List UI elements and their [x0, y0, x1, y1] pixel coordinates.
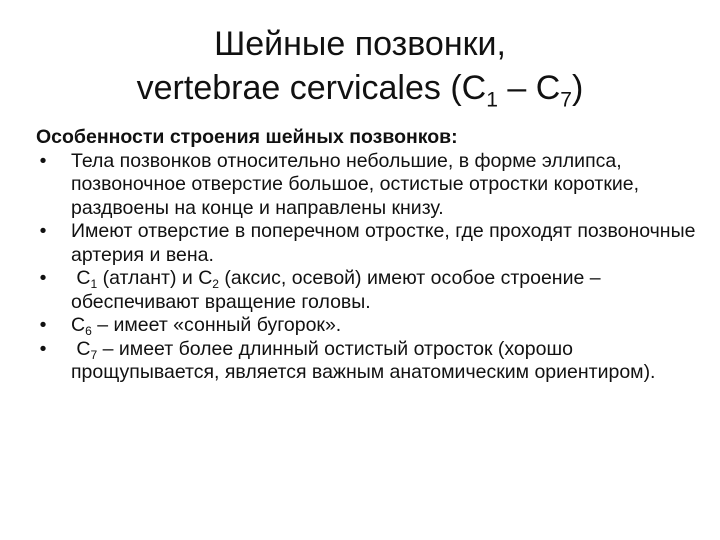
title-line-1: Шейные позвонки,	[214, 25, 506, 63]
features-list	[36, 150, 698, 385]
title-line-2	[0, 66, 720, 110]
bullet-icon: •	[39, 149, 47, 172]
section-heading: Особенности строения шейных позвонков:	[36, 126, 458, 148]
bullet-icon: •	[39, 337, 47, 360]
item-text-suffix: – имеет более длинный остистый отросток (хорошо прощупывается, является важным анатомическим ориентиром).	[71, 337, 656, 383]
item-text-suffix: – имеет «сонный бугорок».	[91, 314, 342, 336]
item-text-prefix: С	[71, 337, 91, 360]
title-dash: – C	[497, 69, 561, 107]
title-subscript-7: 7	[560, 88, 573, 112]
item-text-middle: (атлант) и С	[97, 267, 213, 289]
bullet-icon: •	[39, 220, 47, 242]
bullet-icon: •	[39, 314, 47, 336]
item-subscript: 6	[85, 324, 92, 339]
slide-body	[36, 126, 698, 385]
item-subscript: 2	[212, 277, 219, 292]
list-item-atlas-axis	[36, 267, 698, 314]
list-item-transverse-foramen	[36, 220, 698, 267]
item-text: Имеют отверстие в поперечном отростке, где проходят позвоночные артерия и вена.	[71, 220, 696, 266]
list-item-c7	[36, 338, 698, 385]
item-text-prefix: C	[71, 267, 91, 289]
item-text-prefix: С	[71, 314, 86, 336]
item-text: Тела позвонков относительно небольшие, в форме эллипса, позвоночное отверстие большое, остистые отростки короткие, раздвоены на конце и направлены книзу.	[71, 149, 640, 219]
title-close-paren: )	[572, 69, 584, 107]
title-latin-text: vertebrae cervicales (C	[136, 69, 487, 107]
item-subscript: 1	[90, 277, 98, 292]
list-item-c6	[36, 314, 698, 338]
bullet-icon: •	[39, 267, 47, 289]
item-text-suffix: (аксис, осевой) имеют особое строение – обеспечивают вращение головы.	[71, 267, 601, 313]
item-subscript: 7	[90, 347, 98, 362]
slide-title	[0, 22, 720, 110]
list-item-vertebral-bodies	[36, 150, 698, 221]
title-subscript-1: 1	[486, 88, 498, 112]
